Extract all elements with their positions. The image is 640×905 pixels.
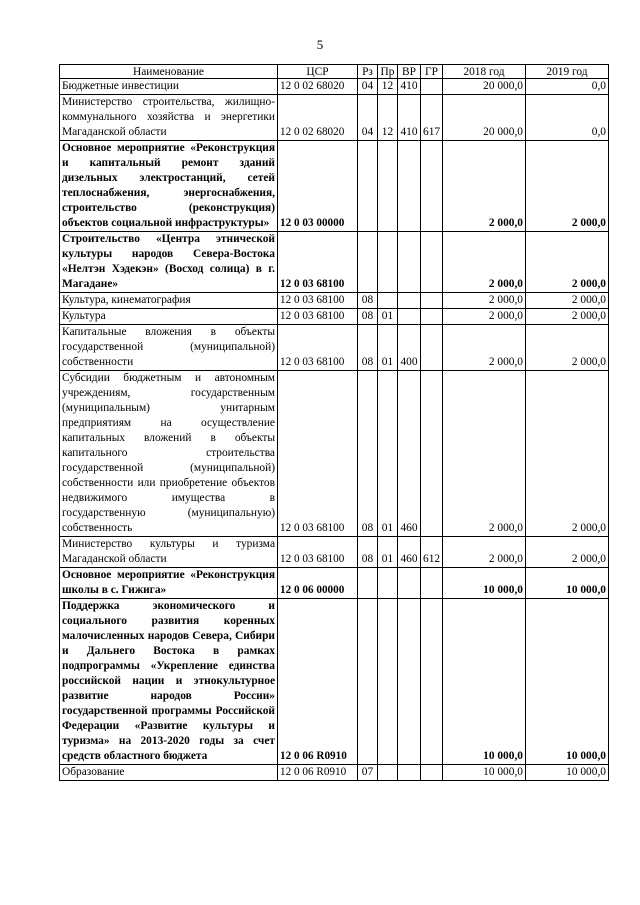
cell-y2018: 10 000,0 — [443, 765, 526, 781]
cell-gr: 617 — [421, 95, 443, 141]
cell-name: Культура, кинематография — [60, 293, 278, 309]
cell-pr: 12 — [378, 95, 398, 141]
table-row — [60, 79, 609, 95]
cell-name: Основное мероприятие «Реконструкция школы в с. Гижига» — [60, 568, 278, 599]
cell-rz: 08 — [358, 293, 378, 309]
cell-y2019: 2 000,0 — [526, 371, 609, 537]
cell-gr — [421, 309, 443, 325]
cell-name: Бюджетные инвестиции — [60, 79, 278, 95]
cell-vr — [398, 293, 421, 309]
cell-y2019: 10 000,0 — [526, 765, 609, 781]
table-row — [60, 371, 609, 537]
cell-y2019: 2 000,0 — [526, 325, 609, 371]
cell-y2019: 2 000,0 — [526, 309, 609, 325]
cell-name: Культура — [60, 309, 278, 325]
cell-y2019: 2 000,0 — [526, 537, 609, 568]
cell-vr: 410 — [398, 95, 421, 141]
cell-pr — [378, 232, 398, 293]
cell-gr — [421, 141, 443, 232]
cell-gr — [421, 765, 443, 781]
header-pr: Пр — [378, 65, 398, 79]
cell-rz: 08 — [358, 537, 378, 568]
cell-rz: 04 — [358, 95, 378, 141]
cell-csr: 12 0 03 68100 — [278, 537, 358, 568]
cell-rz — [358, 141, 378, 232]
table-row — [60, 325, 609, 371]
cell-rz — [358, 568, 378, 599]
table-row — [60, 141, 609, 232]
cell-y2019: 0,0 — [526, 95, 609, 141]
cell-name: Основное мероприятие «Реконструкция и капитальный ремонт зданий дизельных электростанций, сетей теплоснабжения, энергоснабжения, строительство (реконструкция) объектов социальной инфраструктуры» — [60, 141, 278, 232]
budget-table — [59, 64, 609, 781]
header-csr: ЦСР — [278, 65, 358, 79]
cell-y2018: 10 000,0 — [443, 599, 526, 765]
cell-csr: 12 0 03 68100 — [278, 293, 358, 309]
header-rz: Рз — [358, 65, 378, 79]
cell-csr: 12 0 02 68020 — [278, 95, 358, 141]
cell-y2018: 2 000,0 — [443, 325, 526, 371]
cell-y2019: 2 000,0 — [526, 232, 609, 293]
cell-name: Образование — [60, 765, 278, 781]
cell-vr — [398, 232, 421, 293]
table-row — [60, 309, 609, 325]
cell-pr — [378, 293, 398, 309]
cell-csr: 12 0 03 00000 — [278, 141, 358, 232]
cell-pr: 12 — [378, 79, 398, 95]
table-header-row — [60, 65, 609, 79]
cell-vr — [398, 309, 421, 325]
cell-gr: 612 — [421, 537, 443, 568]
cell-pr: 01 — [378, 537, 398, 568]
cell-name: Капитальные вложения в объекты государственной (муниципальной) собственности — [60, 325, 278, 371]
cell-vr: 410 — [398, 79, 421, 95]
cell-csr: 12 0 03 68100 — [278, 309, 358, 325]
cell-csr: 12 0 02 68020 — [278, 79, 358, 95]
cell-y2019: 2 000,0 — [526, 141, 609, 232]
cell-rz: 08 — [358, 371, 378, 537]
cell-gr — [421, 568, 443, 599]
cell-vr — [398, 568, 421, 599]
header-name: Наименование — [60, 65, 278, 79]
cell-y2018: 2 000,0 — [443, 309, 526, 325]
cell-csr: 12 0 06 00000 — [278, 568, 358, 599]
header-vr: ВР — [398, 65, 421, 79]
cell-vr — [398, 599, 421, 765]
table-row — [60, 293, 609, 309]
cell-y2018: 2 000,0 — [443, 141, 526, 232]
cell-vr: 460 — [398, 537, 421, 568]
cell-gr — [421, 599, 443, 765]
cell-gr — [421, 79, 443, 95]
page-number: 5 — [316, 37, 324, 52]
cell-pr: 01 — [378, 309, 398, 325]
cell-y2018: 10 000,0 — [443, 568, 526, 599]
cell-y2019: 10 000,0 — [526, 568, 609, 599]
cell-gr — [421, 325, 443, 371]
cell-csr: 12 0 03 68100 — [278, 232, 358, 293]
cell-pr — [378, 141, 398, 232]
cell-pr — [378, 568, 398, 599]
cell-y2018: 20 000,0 — [443, 95, 526, 141]
header-2019: 2019 год — [526, 65, 609, 79]
header-2018: 2018 год — [443, 65, 526, 79]
cell-name: Министерство культуры и туризма Магаданской области — [60, 537, 278, 568]
table-row — [60, 599, 609, 765]
cell-y2018: 20 000,0 — [443, 79, 526, 95]
cell-name: Субсидии бюджетным и автономным учреждениям, государственным (муниципальным) унитарным предприятиям на осуществление капитальных вложений в объекты капитального строительства государственной (муниципальной) собственности или приобретение объектов недвижимого имущества в государственную (муниципальную) собственность — [60, 371, 278, 537]
cell-name: Строительство «Центра этнической культуры народов Севера-Востока «Нелтэн Хэдекэн» (Восход солица) в г. Магадане» — [60, 232, 278, 293]
cell-gr — [421, 232, 443, 293]
cell-name: Министерство строительства, жилищно-коммунального хозяйства и энергетики Магаданской области — [60, 95, 278, 141]
cell-rz: 08 — [358, 325, 378, 371]
cell-y2019: 10 000,0 — [526, 599, 609, 765]
cell-vr — [398, 765, 421, 781]
cell-vr — [398, 141, 421, 232]
cell-csr: 12 0 06 R0910 — [278, 599, 358, 765]
cell-y2018: 2 000,0 — [443, 232, 526, 293]
cell-y2018: 2 000,0 — [443, 371, 526, 537]
table-row — [60, 568, 609, 599]
table-row — [60, 95, 609, 141]
cell-y2018: 2 000,0 — [443, 293, 526, 309]
header-gr: ГР — [421, 65, 443, 79]
cell-csr: 12 0 03 68100 — [278, 325, 358, 371]
cell-rz: 07 — [358, 765, 378, 781]
cell-y2019: 2 000,0 — [526, 293, 609, 309]
table-row — [60, 232, 609, 293]
cell-gr — [421, 371, 443, 537]
table-row — [60, 537, 609, 568]
cell-pr: 01 — [378, 371, 398, 537]
cell-gr — [421, 293, 443, 309]
cell-pr — [378, 599, 398, 765]
cell-y2018: 2 000,0 — [443, 537, 526, 568]
cell-vr: 460 — [398, 371, 421, 537]
table-row — [60, 765, 609, 781]
cell-rz — [358, 232, 378, 293]
cell-pr — [378, 765, 398, 781]
cell-csr: 12 0 03 68100 — [278, 371, 358, 537]
cell-rz: 08 — [358, 309, 378, 325]
cell-rz — [358, 599, 378, 765]
cell-vr: 400 — [398, 325, 421, 371]
cell-name: Поддержка экономического и социального развития коренных малочисленных народов Севера, Сибири и Дальнего Востока в рамках подпрограммы «Укрепление единства российской нации и этнокультурное развитие народов России» государственной программы Российской Федерации «Развитие культуры и туризма» на 2013-2020 годы за счет средств областного бюджета — [60, 599, 278, 765]
cell-rz: 04 — [358, 79, 378, 95]
cell-csr: 12 0 06 R0910 — [278, 765, 358, 781]
cell-pr: 01 — [378, 325, 398, 371]
cell-y2019: 0,0 — [526, 79, 609, 95]
